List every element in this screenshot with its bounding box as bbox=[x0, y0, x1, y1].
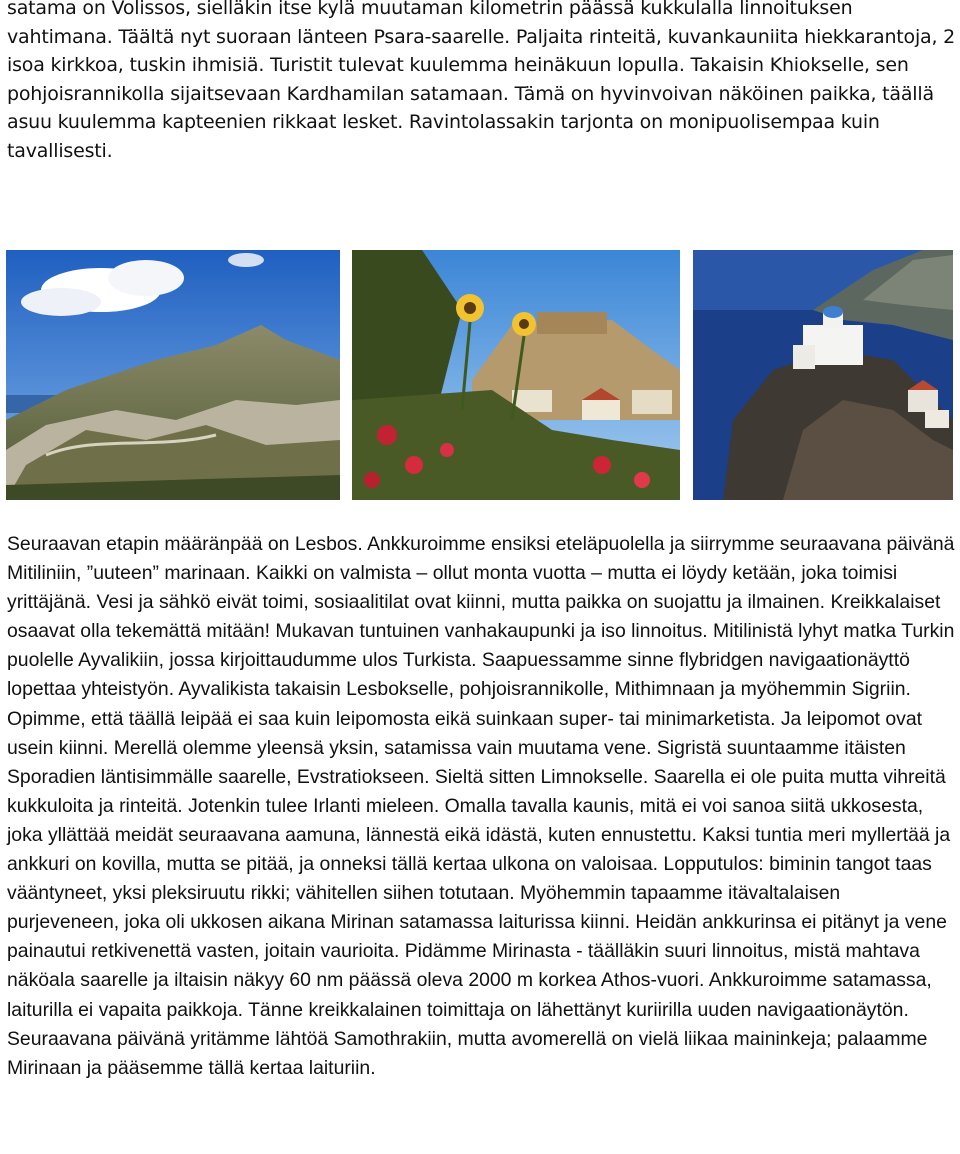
paragraph-2: Seuraavan etapin määränpää on Lesbos. Ankkuroimme ensiksi eteläpuolella ja siirrymme seuraavana päivänä Mitiliniin, ”uuteen” marinaan. Kaikki on valmista – ollut monta vuotta – mutta ei löydy ketään, joka toimisi yrittäjänä. Vesi ja sähkö eivät toimi, sosiaalitilat ovat kiinni, mutta paikka on suojattu ja ilmainen. Kreikkalaiset osaavat olla tekemättä mitään! Mukavan tuntuinen vanhakaupunki ja iso linnoitus. Mitilinistä lyhyt matka Turkin puolelle Ayvalikiin, jossa kirjoittaudumme ulos Turkista. Saapuessamme sinne flybridgen navigaationäyttö lopettaa yhteistyön. Ayvalikista takaisin Lesbokselle, pohjoisrannikolle, Mithimnaan ja myöhemmin Sigriin. Opimme, että täällä leipää ei saa kuin leipomosta eikä suinkaan super- tai minimarketista. Ja leipomot ovat usein kiinni. Merellä olemme yleensä yksin, satamissa vain muutama vene. Sigristä suuntaamme itäisten Sporadien läntisimmälle saarelle, Evstratiokseen. Sieltä sitten Limnokselle. Saarella ei ole puita mutta vihreitä kukkuloita ja rinteitä. Jotenkin tulee Irlanti mieleen. Omalla tavalla kaunis, mitä ei voi sanoa siitä ukkosesta, joka yllättää meidät seuraavana aamuna, lännestä eikä idästä, kuten ennustettu. Kaksi tuntia meri myllertää ja ankkuri on kovilla, mutta se pitää, ja onneksi tällä kertaa ulkona on valoisaa. Lopputulos: biminin tangot taas vääntyneet, yksi pleksiruutu rikki; vähitellen siihen totutaan. Myöhemmin tapaamme itävaltalaisen purjeveneen, joka oli ukkosen aikana Mirinan satamassa laiturissa kiinni. Heidän ankkurinsa ei pitänyt ja vene painautui retkivenettä vasten, joitain vaurioita. Pidämme Mirinasta - täälläkin suuri linnoitus, mistä mahtava näköala saarelle ja iltaisin näkyy 60 nm päässä oleva 2000 m korkea Athos-vuori. Ankkuroimme satamassa, laiturilla ei vapaita paikkoja. Tänne kreikkalainen toimittaja on lähettänyt kuriirilla uuden navigaationäytön. Seuraavana päivänä yritämme lähtöä Samothrakiin, mutta avomerellä on vielä liikaa maininkeja; palaamme Mirinaan ja pääsemme tällä kertaa laituriin. bbox=[7, 533, 955, 1079]
mountain-landscape-photo bbox=[6, 250, 340, 500]
castle-and-flowers-photo bbox=[352, 250, 680, 500]
cliff-church-photo bbox=[693, 250, 953, 500]
paragraph-1: satama on Volissos, sielläkin itse kylä muutaman kilometrin päässä kukkulalla linnoituksen vahtimana. Täältä nyt suoraan länteen Psara-saarelle. Paljaita rinteitä, kuvankauniita hiekkarantoja, 2 isoa kirkkoa, tuskin ihmisiä. Turistit tulevat kuulemma heinäkuun lopulla. Takaisin Khiokselle, sen pohjoisrannikolla sijaitsevaan Kardhamilan satamaan. Tämä on hyvinvoivan näköinen paikka, täällä asuu kuulemma kapteenien rikkaat lesket. Ravintolassakin tarjonta on monipuolisempaa kuin tavallisesti. bbox=[7, 0, 956, 162]
